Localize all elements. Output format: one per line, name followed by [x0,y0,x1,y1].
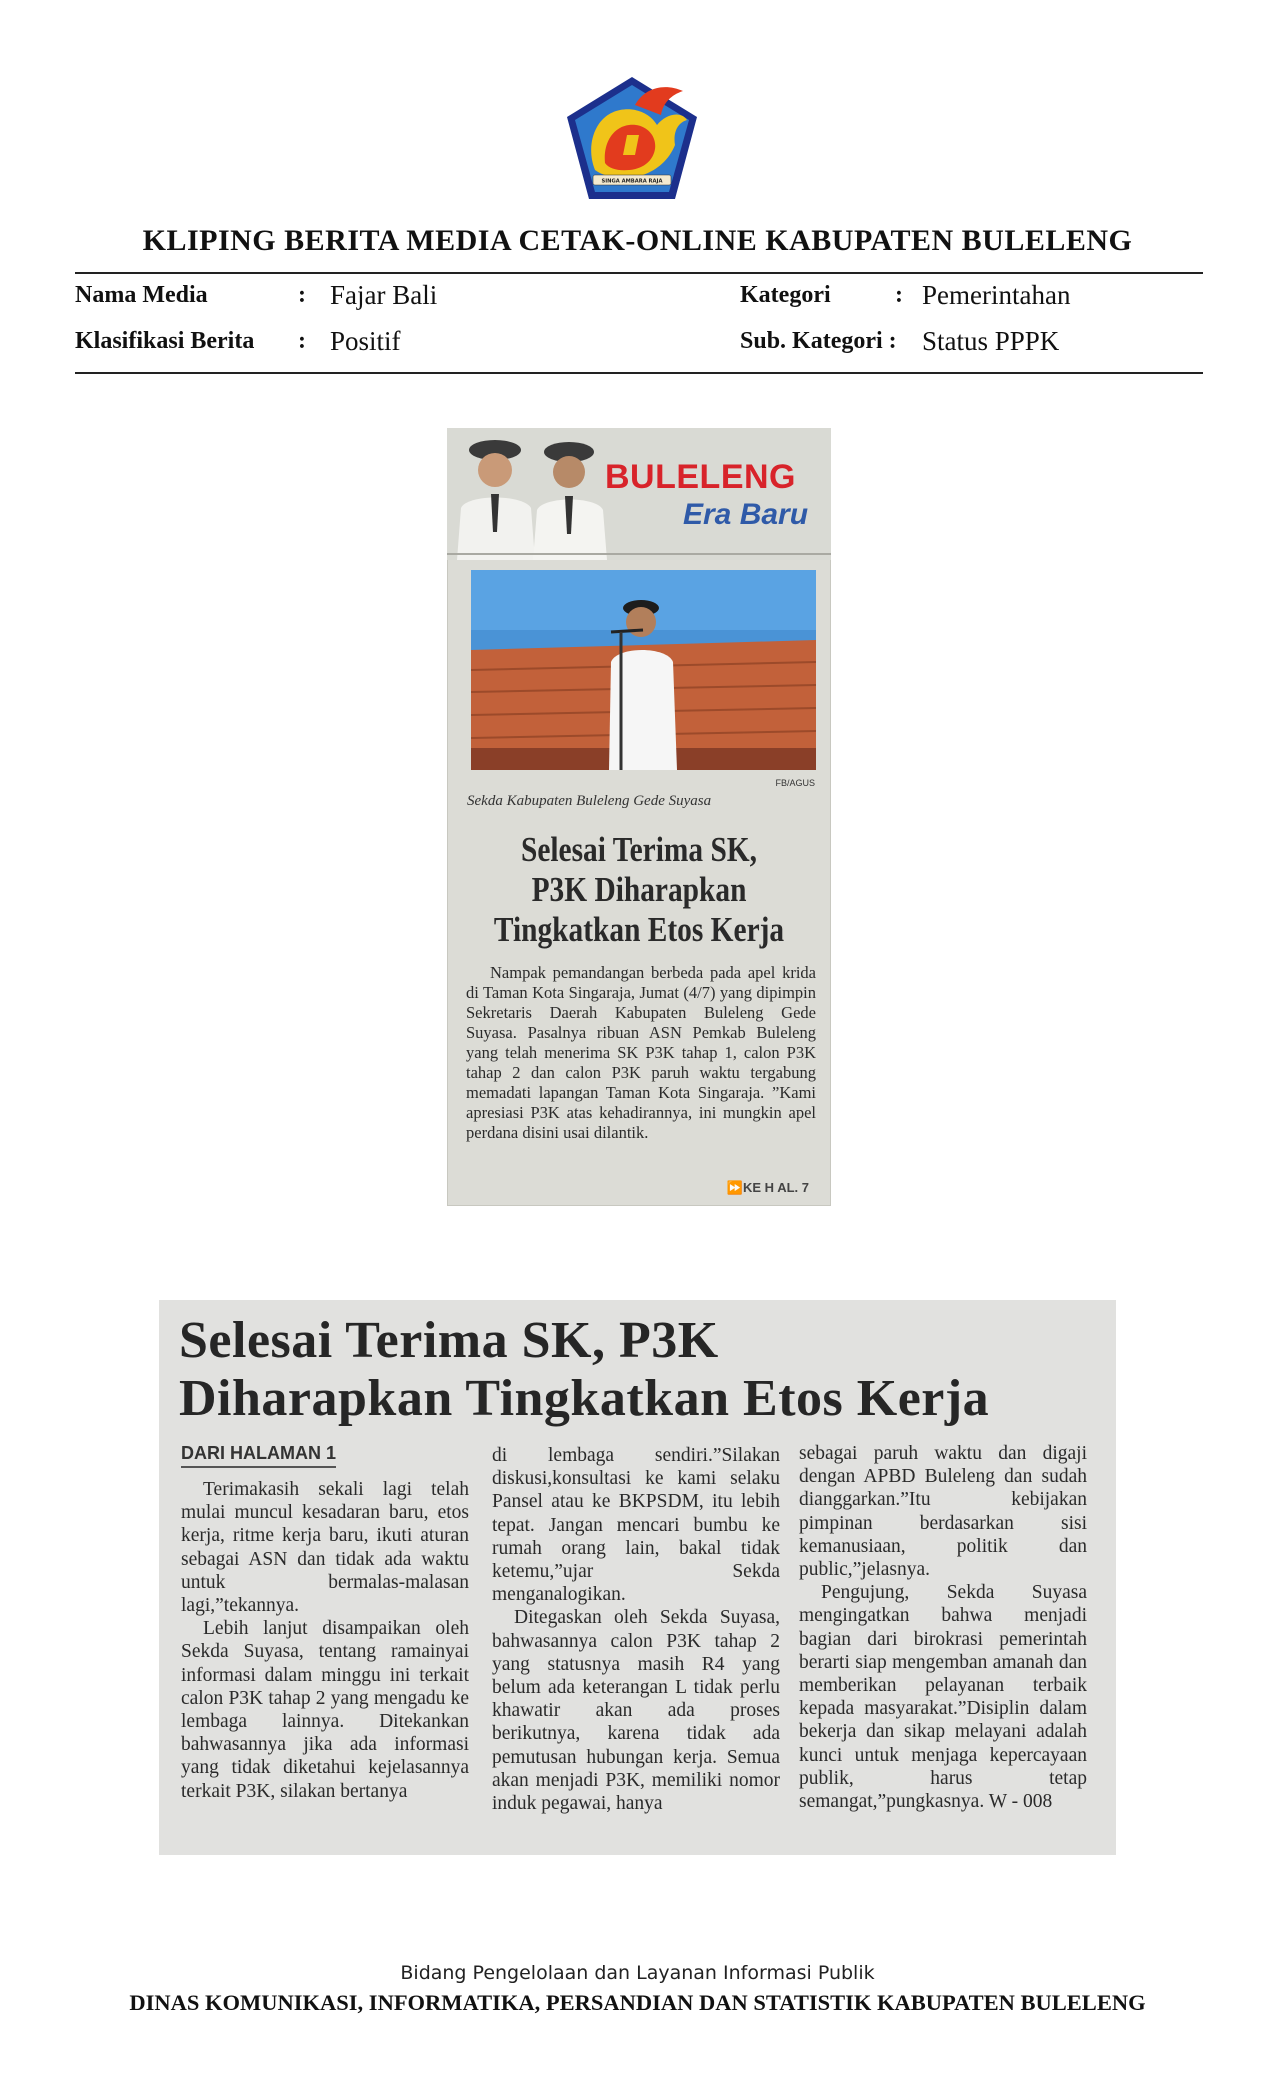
news-clipping-continuation [159,1300,1116,1855]
nama-media-separator: : [298,282,306,308]
front-body-text: Nampak pemandangan berbeda pada apel krida di Taman Kota Singaraja, Jumat (4/7) yang dipimpin Sekretaris Daerah Kabupaten Buleleng Gede Suyasa. Pasalnya ribuan ASN Pemkab Buleleng yang telah menerima SK P3K tahap 1, calon P3K tahap 2 dan calon P3K paruh waktu tergabung memadati lapangan Taman Kota Singaraja. ”Kami apresiasi P3K atas kehadirannya, ini mungkin apel perdana disini usai dilantik. [466,963,816,1142]
banner-subtitle: Era Baru [683,498,809,531]
column-2-paragraph-1: di lembaga sendiri.”Silakan diskusi,konsultasi ke kami selaku Pansel atau ke BKPSDM, itu lebih tepat. Jangan mencari bumbu ke rumah orang lain, bakal tidak ketemu,”ujar Sekda menganalogikan. [492,1445,780,1606]
continuation-headline-line-1: Selesai Terima SK, P3K [179,1312,719,1369]
klasifikasi-label: Klasifikasi Berita [75,328,255,354]
meta-divider [75,372,1203,374]
banner-title: BULELENG [605,458,796,496]
continued-indicator: ⏩KE H AL. 7 [726,1180,809,1195]
photo-credit: FB/AGUS [775,778,815,788]
speaker-photo [471,570,816,770]
front-headline-line-3: Tingkatkan Etos Kerja [493,910,785,949]
nama-media-value: Fajar Bali [330,280,438,310]
article-column-1 [181,1478,469,1803]
article-column-2 [492,1444,780,1815]
top-divider [75,272,1203,274]
sub-kategori-label: Sub. Kategori : [740,328,897,354]
kategori-separator: : [895,282,903,308]
continuation-headline [179,1312,1099,1428]
buleleng-regency-logo [565,75,699,201]
sub-kategori-value: Status PPPK [922,326,1060,356]
article-column-3 [799,1442,1087,1813]
buleleng-era-baru-banner [447,428,831,560]
front-headline [478,830,801,950]
klasifikasi-value: Positif [330,326,401,356]
logo-motto: SINGA AMBARA RAJA [601,178,663,185]
footer-agency: DINAS KOMUNIKASI, INFORMATIKA, PERSANDIAN DAN STATISTIK KABUPATEN BULELENG [129,1990,1146,2015]
column-3-paragraph-1: sebagai paruh waktu dan digaji dengan APBD Buleleng dan sudah dianggarkan.”Itu kebijakan pimpinan berdasarkan sisi kemanusiaan, politik dan public,”jelasnya. [799,1443,1087,1581]
document-title: KLIPING BERITA MEDIA CETAK-ONLINE KABUPATEN BULELENG [142,224,1133,257]
front-headline-line-2: P3K Diharapkan [531,870,747,909]
column-2-paragraph-2: Ditegaskan oleh Sekda Suyasa, bahwasannya calon P3K tahap 2 yang statusnya masih R4 yang belum ada keterangan L tidak perlu khawatir akan ada proses berikutnya, karena tidak ada pemutusan hubungan kerja. Semua akan menjadi P3K, memiliki nomor induk pegawai, hanya [492,1607,780,1815]
klasifikasi-separator: : [298,328,306,354]
column-1-paragraph-2: Lebih lanjut disampaikan oleh Sekda Suyasa, tentang ramainyai informasi dalam minggu ini terkait calon P3K tahap 2 yang mengadu ke lembaga lainnya. Ditekankan bahwasannya jika ada informasi yang tidak diketahui kejelasannya terkait P3K, silakan bertanya [181,1618,469,1802]
column-1-paragraph-1: Terimakasih sekali lagi telah mulai muncul kesadaran baru, etos kerja, ritme kerja baru, ikuti aturan sebagai ASN dan tidak ada waktu untuk bermalas-malasan lagi,”tekannya. [181,1479,469,1617]
kategori-value: Pemerintahan [922,280,1071,310]
photo-caption: Sekda Kabupaten Buleleng Gede Suyasa [467,793,712,809]
footer-department: Bidang Pengelolaan dan Layanan Informasi Publik [400,1962,875,1984]
kategori-label: Kategori [740,282,831,308]
front-headline-line-1: Selesai Terima SK, [520,830,758,869]
from-page-label: DARI HALAMAN 1 [181,1443,336,1468]
continuation-headline-line-2: Diharapkan Tingkatkan Etos Kerja [179,1370,990,1427]
news-clipping-front [447,428,831,1206]
nama-media-label: Nama Media [75,282,208,308]
column-3-paragraph-2: Pengujung, Sekda Suyasa mengingatkan bahwa menjadi bagian dari birokrasi pemerintah berarti siap mengemban amanah dan memberikan pelayanan terbaik kepada masyarakat.”Disiplin dalam bekerja dan sikap melayani adalah kunci untuk menjaga kepercayaan publik, harus tetap semangat,”pungkasnya. W - 008 [799,1582,1087,1813]
